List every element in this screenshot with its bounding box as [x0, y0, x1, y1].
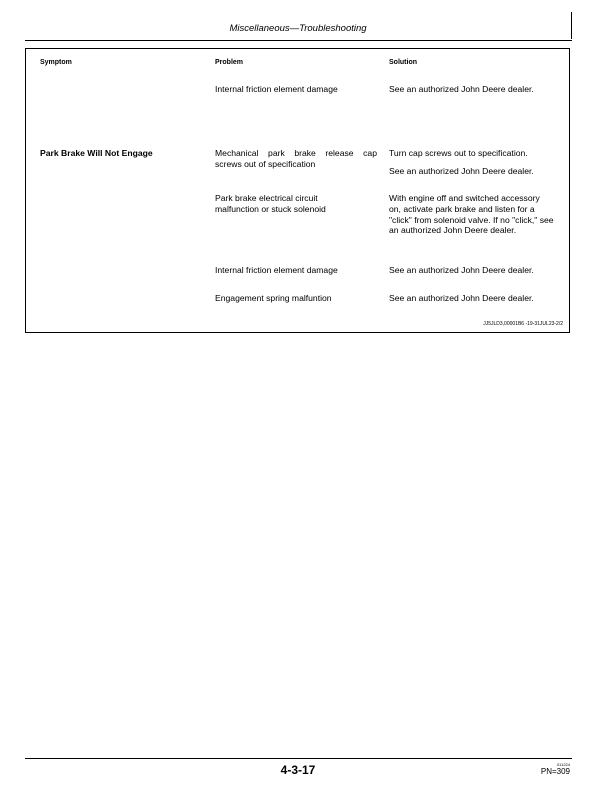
- symptom-cell: Park Brake Will Not Engage: [40, 148, 153, 158]
- column-header-problem: Problem: [215, 59, 244, 66]
- problem-cell: Internal friction element damage: [215, 84, 338, 94]
- page-header-title: Miscellaneous—Troubleshooting: [229, 23, 367, 34]
- solution-cell: See an authorized John Deere dealer.: [389, 265, 534, 275]
- solution-cell: With engine off and switched accessory on, activate park brake and listen for a "click" from solenoid valve. If no "click," see an authorized John Deere dealer.: [389, 193, 554, 236]
- solution-cell: See an authorized John Deere dealer.: [389, 293, 534, 303]
- column-header-solution: Solution: [389, 59, 417, 66]
- header-rule: [25, 40, 572, 41]
- solution-cell: Turn cap screws out to specification.: [389, 148, 528, 158]
- problem-cell: Park brake electrical circuit malfunction or stuck solenoid: [215, 193, 326, 214]
- pn-number: PN=309: [540, 767, 570, 776]
- column-header-symptom: Symptom: [40, 59, 72, 66]
- document-reference-code: JJ5JLD3,00001B6 -19-31JUL23-2/2: [483, 321, 563, 327]
- solution-cell: See an authorized John Deere dealer.: [389, 166, 534, 176]
- problem-cell: Engagement spring malfuntion: [215, 293, 332, 303]
- date-code: 011224: [556, 762, 570, 767]
- solution-cell: See an authorized John Deere dealer.: [389, 84, 534, 94]
- problem-cell: Mechanical park brake release cap screws out of specification: [215, 148, 377, 169]
- troubleshooting-table: [25, 48, 570, 333]
- problem-cell: Internal friction element damage: [215, 265, 338, 275]
- footer-rule: [25, 758, 572, 759]
- page-number: 4-3-17: [280, 763, 316, 777]
